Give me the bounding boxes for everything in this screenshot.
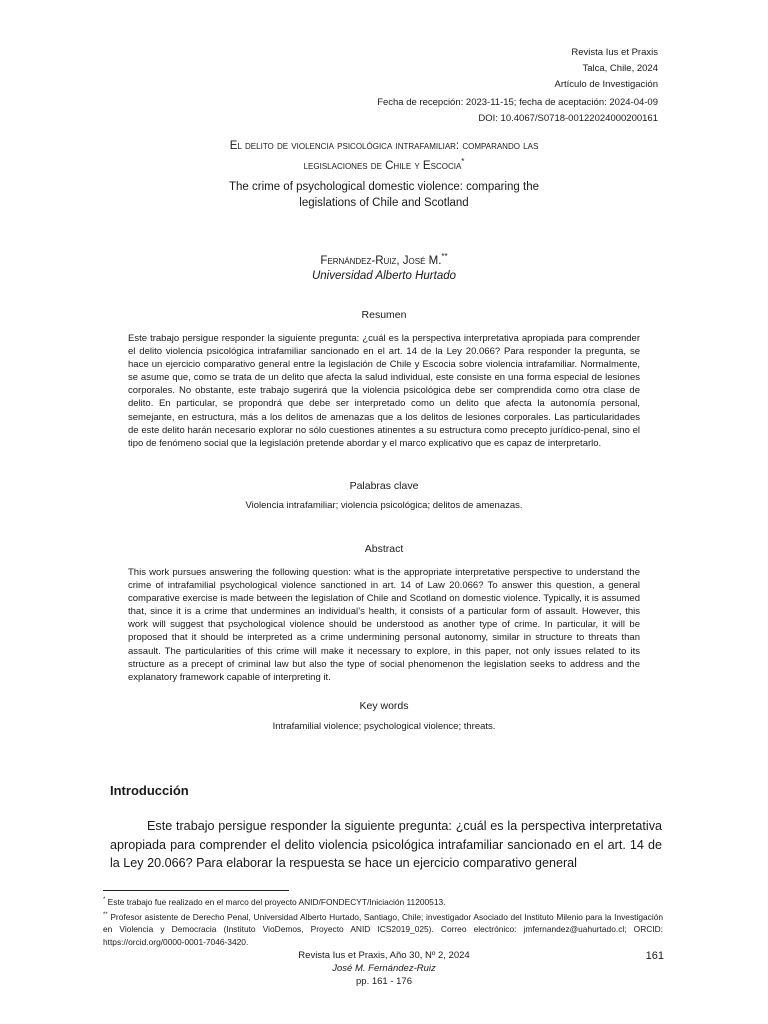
key-words-text: Intrafamilial violence; psychological violence; threats. bbox=[272, 721, 496, 732]
author-footnote-mark[interactable]: ** bbox=[441, 252, 448, 261]
author-name: Fernández-Ruiz, José M. bbox=[320, 254, 442, 267]
footer-citation: Revista Ius et Praxis, Año 30, Nº 2, 2024 bbox=[298, 950, 470, 961]
doi: DOI: 10.4067/S0718-00122024000200161 bbox=[478, 113, 658, 124]
introduccion-heading: Introducción bbox=[110, 783, 189, 798]
title-line-1: El delito de violencia psicológica intrafamiliar: comparando las bbox=[229, 140, 539, 152]
palabras-clave-text: Violencia intrafamiliar; violencia psicológica; delitos de amenazas. bbox=[245, 500, 523, 511]
key-words-heading: Key words bbox=[359, 700, 409, 712]
author-block bbox=[180, 249, 588, 284]
article-subtitle bbox=[160, 179, 608, 211]
footnote-2-text: Profesor asistente de Derecho Penal, Universidad Alberto Hurtado, Santiago, Chile; investigador Asociado del Instituto Milenio para la Investigación en Violencia y Democracia (Instituto VioDemos, Proyecto ANID ICS2019_025). Correo electrónico: jmfernandez@uahurtado.cl; ORCID: https://orcid.org/0000-0001-7046-3420. bbox=[103, 912, 664, 947]
footnote-2 bbox=[103, 909, 663, 948]
journal-name: Revista Ius et Praxis bbox=[571, 47, 658, 58]
footer-pages: pp. 161 - 176 bbox=[356, 976, 412, 987]
article-type: Artículo de Investigación bbox=[554, 79, 658, 90]
title-line-2: legislaciones de Chile y Escocia bbox=[303, 159, 462, 172]
subtitle-line-2: legislations of Chile and Scotland bbox=[299, 197, 469, 209]
abstract-text: This work pursues answering the following question: what is the appropriate interpretative perspective to understand the crime of intrafamilial psychological violence sanctioned in art. 14 of Law 20.066? To answer this question, a general comparative exercise is made between the legislation of Chile and Scotland on domestic violence. Typically, it is assumed that, since it is a crime that undermines an individual’s health, it consists of a particular form of assault. However, this work will suggest that psychological violence should be understood as another type of crime. In particular, it will be proposed that it should be interpreted as a crime undermining personal autonomy, similar in structure to threats than assault. The particularities of this crime will make it necessary to explore, in this paper, not only issues related to its structure as a precept of criminal law but also the type of social phenomenon the legislation seeks to address and the explanatory framework capable of interpreting it. bbox=[128, 567, 640, 683]
footnote-1-text: Este trabajo fue realizado en el marco del proyecto ANID/FONDECYT/Iniciación 11200513. bbox=[107, 896, 446, 907]
subtitle-line-1: The crime of psychological domestic violence: comparing the bbox=[228, 181, 539, 193]
palabras-clave-heading: Palabras clave bbox=[349, 480, 419, 492]
footnote-separator bbox=[103, 890, 289, 891]
abstract-heading: Abstract bbox=[364, 543, 404, 555]
author-institution: Universidad Alberto Hurtado bbox=[311, 269, 457, 282]
resumen-text: Este trabajo persigue responder la siguiente pregunta: ¿cuál es la perspectiva interpretativa apropiada para comprender el delito violencia psicológica intrafamiliar sancionado en el art. 14 de la Ley 20.066? Para responder la pregunta, se hace un ejercicio comparativo general entre la legislación de Chile y Escocia sobre violencia intrafamiliar. Normalmente, se asume que, como se trata de un delito que afecta la salud individual, este consiste en una forma especial de lesiones corporales. No obstante, este trabajo sugerirá que la violencia psicológica debe ser comprendida como otra clase de delito. En particular, se propondrá que debe ser interpretado como un delito que afecta la autonomía personal, semejante, en estructura, más a los delitos de amenazas que a los delitos de lesiones corporales. Las particularidades de este delito harán necesario explorar no sólo cuestiones atinentes a su estructura como precepto jurídico-penal, sino el tipo de fenómeno social que la legislación pretende abordar y el marco explicativo que es capaz de interpretarlo. bbox=[128, 333, 640, 449]
page-footer bbox=[234, 949, 534, 988]
journal-meta bbox=[377, 45, 658, 127]
page-number: 161 bbox=[645, 950, 664, 962]
introduccion-paragraph: Este trabajo persigue responder la siguiente pregunta: ¿cuál es la perspectiva interpretativa apropiada para comprender el delito violencia psicológica intrafamiliar sancionado en el art. 14 de la Ley 20.066? Para elaborar la respuesta se hace un ejercicio comparativo general bbox=[110, 819, 662, 870]
resumen-heading: Resumen bbox=[361, 309, 407, 321]
footnotes bbox=[103, 894, 663, 949]
reception-dates: Fecha de recepción: 2023-11-15; fecha de aceptación: 2024-04-09 bbox=[377, 97, 658, 108]
footnote-1-mark: * bbox=[103, 897, 106, 903]
article-title bbox=[130, 138, 638, 174]
footer-author: José M. Fernández-Ruiz bbox=[332, 963, 436, 974]
footnote-2-mark: ** bbox=[103, 912, 108, 919]
footnote-1 bbox=[103, 894, 663, 908]
place-year: Talca, Chile, 2024 bbox=[582, 63, 658, 74]
title-footnote-mark[interactable]: * bbox=[461, 157, 465, 166]
